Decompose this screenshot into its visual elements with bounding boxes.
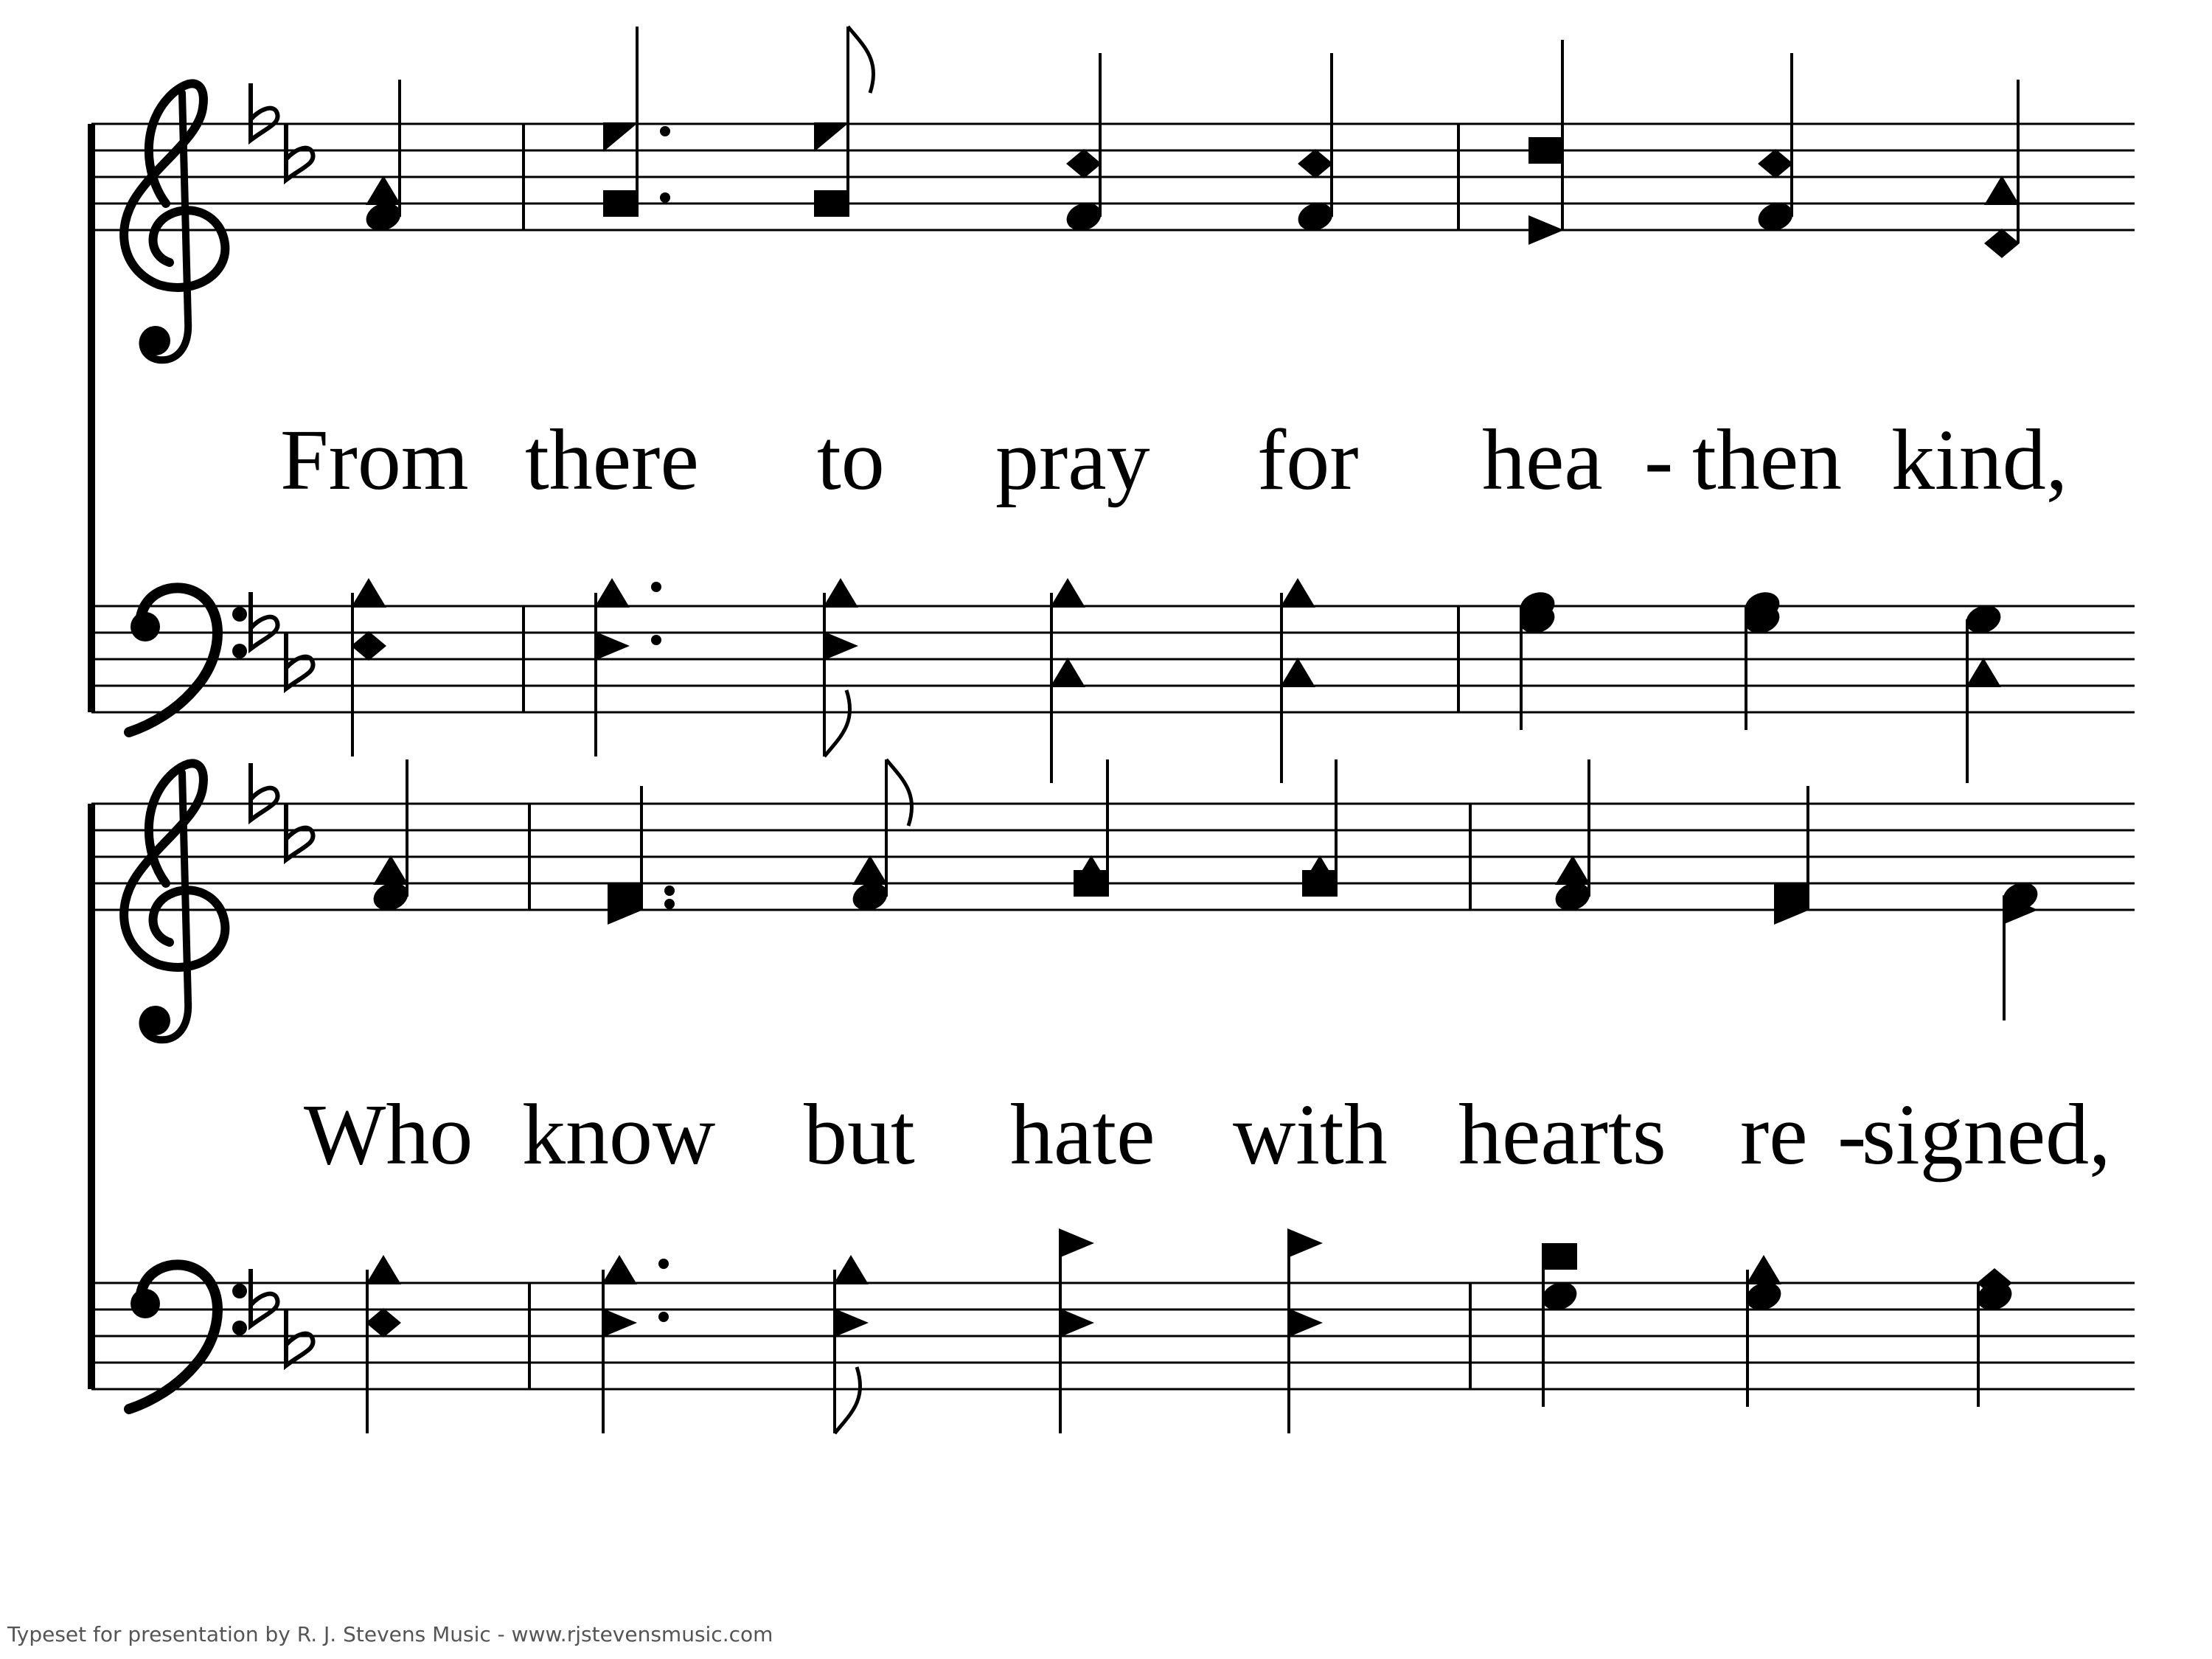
typesetter-credit: Typeset for presentation by R. J. Stevens Music - www.rjstevensmusic.com xyxy=(7,1622,773,1646)
lyric-syllable: with xyxy=(1233,1086,1388,1183)
flat-icon xyxy=(251,1269,278,1326)
note-head xyxy=(366,1308,401,1338)
note-head xyxy=(1059,1228,1094,1258)
lyric-syllable: then xyxy=(1692,411,1843,508)
augmentation-dot xyxy=(658,1312,669,1322)
note-head xyxy=(1555,855,1590,885)
lyric-syllable: signed, xyxy=(1862,1086,2111,1183)
note-head xyxy=(366,175,401,205)
augmentation-dot xyxy=(664,899,675,909)
note-head xyxy=(351,631,386,661)
lyric-syllable: Who xyxy=(304,1086,473,1183)
flat-icon xyxy=(251,592,278,649)
note-head xyxy=(602,1255,637,1284)
lyric-syllable: but xyxy=(804,1086,915,1183)
note-head xyxy=(1074,870,1109,897)
note-head xyxy=(1050,658,1085,687)
note-head xyxy=(833,1308,869,1338)
note-head xyxy=(1542,1243,1577,1270)
lyric-syllable: hea xyxy=(1482,411,1603,508)
lyric-syllable: pray xyxy=(995,411,1150,508)
note-flag xyxy=(835,1367,860,1433)
note-head xyxy=(1059,1308,1094,1338)
augmentation-dot xyxy=(660,126,670,136)
note-head xyxy=(1758,149,1793,178)
augmentation-dot xyxy=(651,582,661,592)
flat-icon xyxy=(251,763,278,820)
note-head xyxy=(1280,578,1315,608)
note-head xyxy=(1050,578,1085,608)
note-head xyxy=(833,1255,869,1284)
note-head xyxy=(1298,149,1333,178)
note-flag xyxy=(886,759,912,826)
note-head xyxy=(603,122,639,152)
lyric-syllable: kind, xyxy=(1891,411,2068,508)
note-head xyxy=(1287,1308,1323,1338)
lyric-syllable: hearts xyxy=(1458,1086,1666,1183)
lyric-hyphen: - xyxy=(1644,411,1674,508)
note-head xyxy=(814,190,849,217)
note-head xyxy=(366,1255,401,1284)
augmentation-dot xyxy=(664,886,675,896)
lyric-hyphen: - xyxy=(1837,1086,1867,1183)
treble-clef-icon xyxy=(124,83,225,360)
note-head xyxy=(351,578,386,608)
augmentation-dot xyxy=(658,1259,669,1269)
treble-clef-icon xyxy=(124,763,225,1040)
note-head xyxy=(1746,1255,1781,1284)
lyric-syllable: to xyxy=(817,411,885,508)
note-head xyxy=(602,1308,637,1338)
note-head xyxy=(814,122,849,152)
augmentation-dot xyxy=(651,635,661,645)
note-flag xyxy=(848,27,874,93)
note-head xyxy=(1966,658,2001,687)
note-head xyxy=(603,190,639,217)
note-head xyxy=(1984,229,2020,258)
note-head xyxy=(852,855,888,885)
note-head xyxy=(594,631,630,661)
note-head xyxy=(823,578,858,608)
note-head xyxy=(1528,137,1564,164)
flat-icon xyxy=(251,83,278,140)
note-head xyxy=(1984,175,2020,205)
note-head xyxy=(823,631,858,661)
lyric-syllable: know xyxy=(522,1086,716,1183)
lyric-syllable: hate xyxy=(1010,1086,1155,1183)
note-head xyxy=(1287,1228,1323,1258)
note-head xyxy=(594,578,630,608)
augmentation-dot xyxy=(660,192,670,203)
lyric-syllable: there xyxy=(525,411,699,508)
note-head xyxy=(1280,658,1315,687)
note-head xyxy=(373,855,408,885)
note-head xyxy=(1066,149,1102,178)
note-head xyxy=(1302,870,1338,897)
note-flag xyxy=(824,690,850,757)
note-head xyxy=(1528,215,1564,245)
lyric-syllable: re xyxy=(1740,1086,1808,1183)
lyric-syllable: for xyxy=(1257,411,1359,508)
lyric-syllable: From xyxy=(280,411,469,508)
